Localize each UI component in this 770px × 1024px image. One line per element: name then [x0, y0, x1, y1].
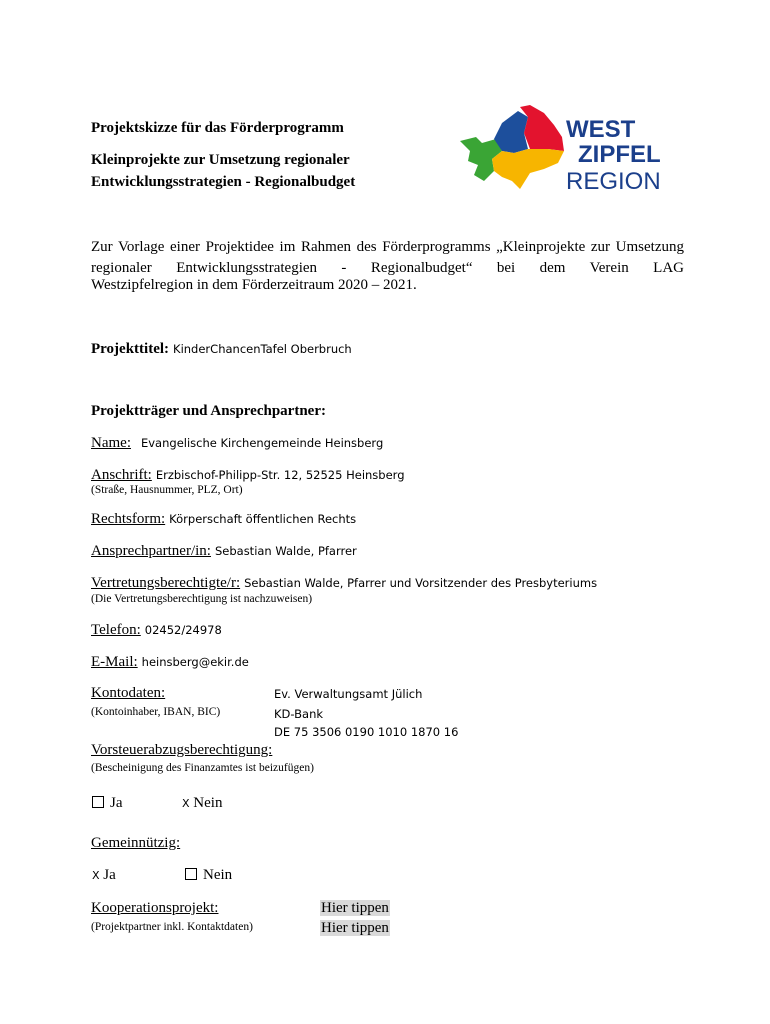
vat-no-option[interactable]	[182, 795, 222, 812]
cooperation-field-2[interactable]	[320, 920, 390, 937]
cooperation-hint: (Projektpartner inkl. Kontaktdaten)	[91, 921, 253, 933]
cooperation-field-1[interactable]	[320, 900, 390, 917]
phone-label: Telefon:	[91, 622, 141, 638]
legal-form-value[interactable]: Körperschaft öffentlichen Rechts	[169, 512, 357, 526]
name-value[interactable]: Evangelische Kirchengemeinde Heinsberg	[140, 436, 384, 450]
bank-holder-value[interactable]: Ev. Verwaltungsamt Jülich	[274, 687, 423, 701]
vat-yes-checkbox[interactable]	[92, 796, 104, 808]
project-title-row	[91, 340, 352, 358]
svg-text:REGION: REGION	[566, 168, 661, 195]
nonprofit-yes-label: Ja	[103, 867, 116, 883]
nonprofit-label: Gemeinnützig:	[91, 835, 181, 851]
phone-value[interactable]: 02452/24978	[144, 623, 222, 637]
bank-name-value[interactable]: KD-Bank	[274, 707, 324, 721]
representative-hint: (Die Vertretungsberechtigung ist nachzuweisen)	[91, 593, 313, 605]
representative-row	[91, 574, 597, 592]
address-hint: (Straße, Hausnummer, PLZ, Ort)	[91, 484, 243, 496]
cooperation-placeholder-1[interactable]: Hier tippen	[321, 900, 389, 916]
doc-subtitle-line1: Kleinprojekte zur Umsetzung regionaler	[91, 152, 350, 168]
doc-title: Projektskizze für das Förderprogramm	[91, 120, 344, 136]
vat-no-label: Nein	[193, 795, 223, 811]
address-row	[91, 466, 405, 484]
address-value[interactable]: Erzbischof-Philipp-Str. 12, 52525 Heinsberg	[155, 468, 405, 482]
email-label: E-Mail:	[91, 654, 138, 670]
svg-text:ZIPFEL: ZIPFEL	[578, 141, 661, 168]
cooperation-placeholder-2[interactable]: Hier tippen	[321, 920, 389, 936]
representative-label: Vertretungsberechtigte/r:	[91, 575, 241, 591]
address-label: Anschrift:	[91, 467, 152, 483]
intro-paragraph-end: Westzipfelregion in dem Förderzeitraum 2020 – 2021.	[91, 277, 417, 293]
vat-no-mark[interactable]: X	[182, 797, 190, 810]
email-value[interactable]: heinsberg@ekir.de	[141, 655, 249, 669]
vat-yes-label: Ja	[110, 795, 123, 811]
nonprofit-yes-option[interactable]	[92, 867, 116, 884]
intro-paragraph: Zur Vorlage einer Projektidee im Rahmen des Förderprogramms „Kleinprojekte zur Umsetzung regionaler Entwicklungsstrategien - Regionalbudget“ bei dem Verein LAG	[91, 239, 684, 276]
contact-label: Ansprechpartner/in:	[91, 543, 211, 559]
contact-value[interactable]: Sebastian Walde, Pfarrer	[214, 544, 357, 558]
legal-form-row	[91, 510, 356, 528]
name-row	[91, 434, 383, 452]
phone-row	[91, 621, 222, 639]
project-title-label: Projekttitel:	[91, 341, 170, 357]
bank-label: Kontodaten:	[91, 685, 166, 701]
email-row	[91, 653, 249, 671]
vat-yes-option[interactable]	[92, 795, 123, 812]
sponsor-heading: Projektträger und Ansprechpartner:	[91, 403, 326, 419]
name-label: Name:	[91, 435, 131, 451]
vat-hint: (Bescheinigung des Finanzamtes ist beizufügen)	[91, 762, 314, 774]
region-map-icon	[458, 103, 673, 195]
legal-form-label: Rechtsform:	[91, 511, 166, 527]
cooperation-label: Kooperationsprojekt:	[91, 900, 219, 916]
vat-label: Vorsteuerabzugsberechtigung:	[91, 742, 273, 758]
project-title-value[interactable]: KinderChancenTafel Oberbruch	[173, 342, 352, 356]
svg-text:WEST: WEST	[566, 116, 636, 143]
bank-iban-value[interactable]: DE 75 3506 0190 1010 1870 16	[274, 725, 459, 739]
representative-value[interactable]: Sebastian Walde, Pfarrer und Vorsitzender des Presbyteriums	[244, 576, 598, 590]
nonprofit-yes-mark[interactable]: X	[92, 869, 100, 882]
doc-subtitle-line2: Entwicklungsstrategien - Regionalbudget	[91, 174, 356, 190]
bank-hint: (Kontoinhaber, IBAN, BIC)	[91, 706, 221, 718]
nonprofit-no-checkbox[interactable]	[185, 868, 197, 880]
nonprofit-no-label: Nein	[203, 867, 233, 883]
westzipfel-logo	[458, 103, 673, 195]
contact-row	[91, 542, 357, 560]
nonprofit-no-option[interactable]	[185, 867, 232, 884]
